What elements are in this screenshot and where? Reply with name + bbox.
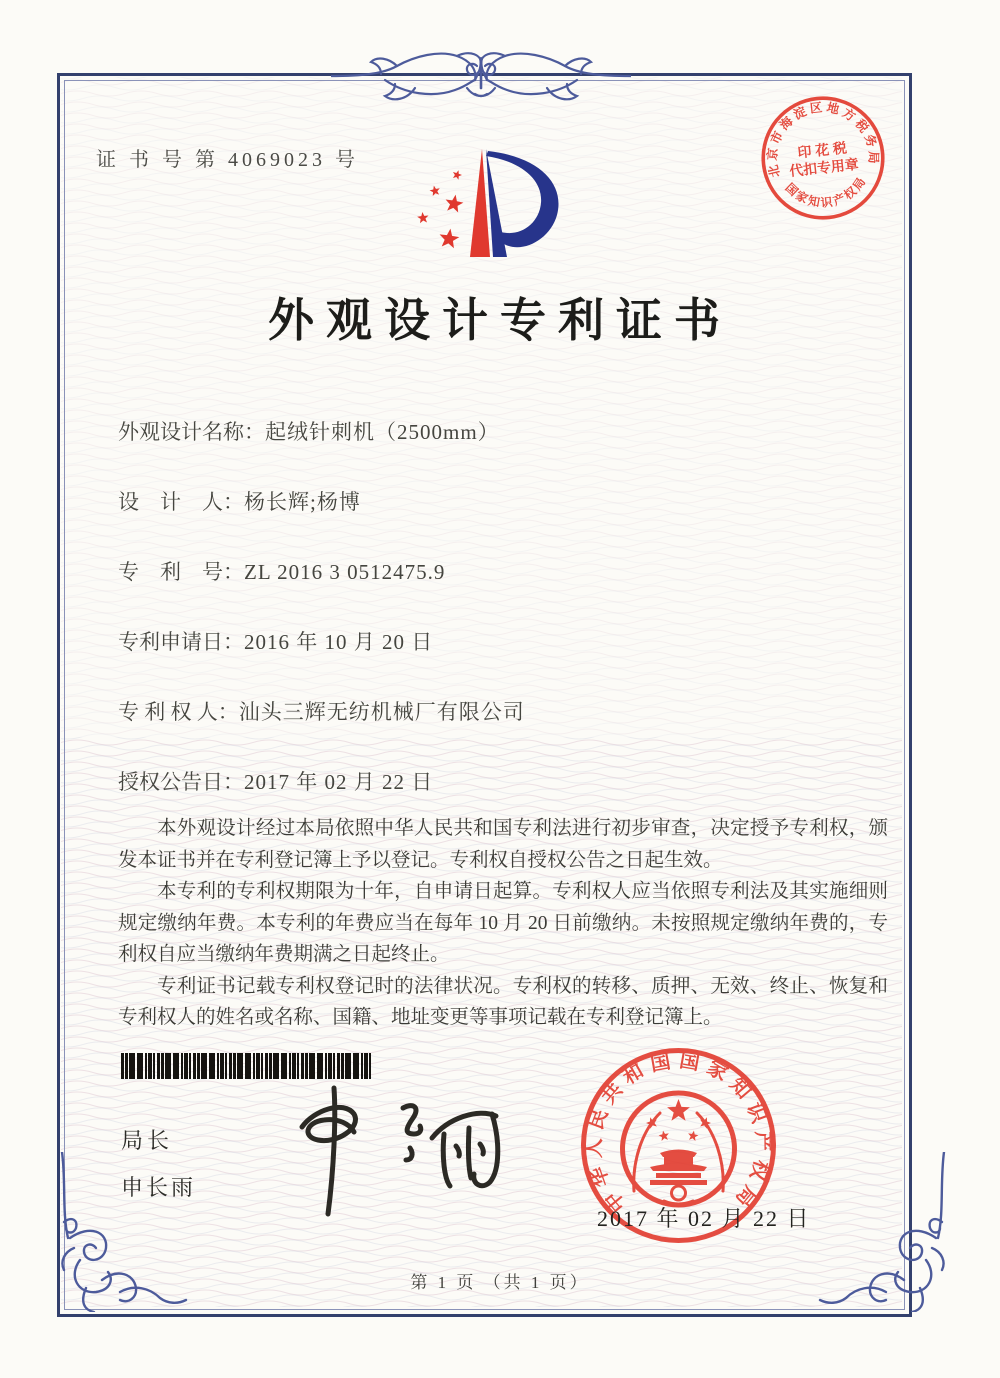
signer-block xyxy=(121,1124,196,1202)
sipo-patent-office-logo-icon xyxy=(393,123,608,285)
field-label: 设 计 人： xyxy=(118,490,244,514)
tax-stamp-top-arc-text: 北京市海淀区地方税务局 xyxy=(765,100,881,179)
field-value: 2017 年 02 月 22 日 xyxy=(244,770,434,794)
field-patentee xyxy=(118,696,525,726)
signer-role: 局长 xyxy=(121,1128,174,1153)
seal-date: 2017 年 02 月 22 日 xyxy=(597,1206,811,1231)
tax-stamp-bottom-arc-text: 国家知识产权局 xyxy=(782,173,870,210)
certificate-title: 外观设计专利证书 xyxy=(268,295,732,346)
barcode xyxy=(121,1053,373,1079)
legal-paragraph-3: 专利证书记载专利权登记时的法律状况。专利权的转移、质押、无效、终止、恢复和专利权人的姓名或名称、国籍、地址变更等事项记载在专利登记簿上。 xyxy=(118,975,888,1028)
logo-red-wedge xyxy=(470,149,490,257)
tax-stamp-line2: 代扣专用章 xyxy=(788,155,860,179)
tax-stamp-line1: 印 花 税 xyxy=(796,139,848,161)
certificate-number: 证 书 号 第 4069023 号 xyxy=(96,149,359,171)
svg-text:中华人民共和国国家知识产权局 xyxy=(582,1049,775,1218)
field-patent-number xyxy=(118,556,445,586)
field-value: 汕头三辉无纺机械厂有限公司 xyxy=(238,700,525,724)
seal-arc-text: 中华人民共和国国家知识产权局 xyxy=(583,1049,774,1217)
legal-paragraph-2: 本专利的专利权期限为十年，自申请日起算。专利权人应当依照专利法及其实施细则规定缴纳年费。本专利的年费应当在每年 10 月 20 日前缴纳。未按照规定缴纳年费的，专利权自应当缴纳年费期满之日起终止。 xyxy=(118,881,888,965)
field-label: 专 利 权 人： xyxy=(118,700,239,724)
field-filing-date xyxy=(118,626,433,656)
page-number-footer: 第 1 页 （共 1 页） xyxy=(410,1273,590,1292)
field-label: 专 利 号： xyxy=(118,560,244,584)
field-label: 外观设计名称： xyxy=(118,420,265,444)
signer-name: 申长雨 xyxy=(121,1175,197,1200)
field-value: ZL 2016 3 0512475.9 xyxy=(244,560,446,584)
field-value: 杨长辉;杨博 xyxy=(244,490,361,514)
field-grant-date xyxy=(118,766,433,796)
field-label: 授权公告日： xyxy=(118,770,244,794)
field-value: 2016 年 10 月 20 日 xyxy=(244,630,434,654)
field-label: 专利申请日： xyxy=(118,630,244,654)
top-border-flourish-ornament xyxy=(331,36,631,116)
legal-text-block xyxy=(118,813,888,1034)
logo-stars xyxy=(417,169,465,249)
director-handwritten-signature xyxy=(272,1082,502,1222)
field-value: 起绒针刺机（2500mm） xyxy=(265,420,500,444)
field-design-name xyxy=(118,416,500,446)
legal-paragraph-1: 本外观设计经过本局依照中华人民共和国专利法进行初步审查，决定授予专利权，颁发本证书并在专利登记簿上予以登记。专利权自授权公告之日起生效。 xyxy=(118,818,888,871)
field-designer xyxy=(118,486,361,516)
national-emblem xyxy=(623,1093,735,1205)
tax-office-round-stamp xyxy=(748,83,897,232)
